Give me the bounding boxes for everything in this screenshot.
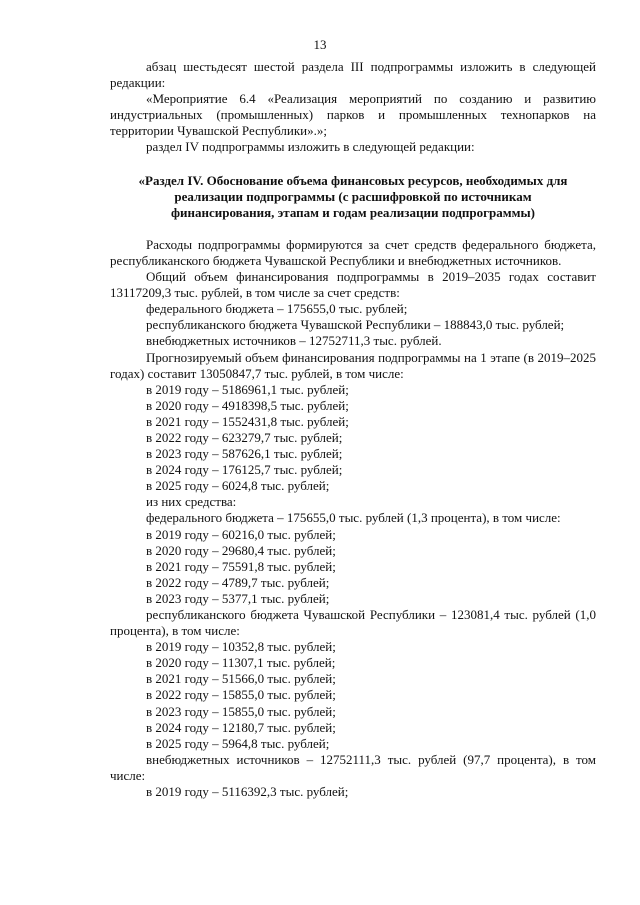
intro-paragraph-2: «Мероприятие 6.4 «Реализация мероприятий по созданию и развитию индустриальных (промышленных) парков и промышленных технопарков на территории Чувашской Республики».»; xyxy=(110,91,596,139)
expenses-paragraph: Расходы подпрограммы формируются за счет средств федерального бюджета, республиканского бюджета Чувашской Республики и внебюджетных источников. xyxy=(110,236,596,268)
republican-year-line: в 2020 году – 11307,1 тыс. рублей; xyxy=(146,655,336,671)
stage1-paragraph: Прогнозируемый объем финансирования подпрограммы на 1 этапе (в 2019–2025 годах) составит 13050847,7 тыс. рублей, в том числе: xyxy=(110,349,596,381)
extra-budget-line: внебюджетных источников – 12752111,3 тыс. рублей (97,7 процента), в том числе: xyxy=(110,751,596,783)
document-body xyxy=(110,59,596,800)
total-republican-line: республиканского бюджета Чувашской Республики – 188843,0 тыс. рублей; xyxy=(146,317,565,333)
intro-paragraph-3: раздел IV подпрограммы изложить в следующей редакции: xyxy=(146,139,475,155)
stage1-year-line: в 2020 году – 4918398,5 тыс. рублей; xyxy=(146,397,349,413)
section-heading: «Раздел IV. Обоснование объема финансовых ресурсов, необходимых для реализации подпрограммы (с расшифровкой по источникам финансирования, этапам и годам реализации подпрограммы) xyxy=(138,172,568,220)
republican-year-line: в 2022 году – 15855,0 тыс. рублей; xyxy=(146,687,336,703)
total-extra-line: внебюджетных источников – 12752711,3 тыс. рублей. xyxy=(146,333,442,349)
federal-year-line: в 2020 году – 29680,4 тыс. рублей; xyxy=(146,542,336,558)
republican-year-line: в 2024 году – 12180,7 тыс. рублей; xyxy=(146,719,336,735)
stage1-year-line: в 2021 году – 1552431,8 тыс. рублей; xyxy=(146,413,349,429)
stage1-year-line: в 2024 году – 176125,7 тыс. рублей; xyxy=(146,462,343,478)
republican-year-line: в 2021 году – 51566,0 тыс. рублей; xyxy=(146,671,336,687)
stage1-year-line: в 2025 году – 6024,8 тыс. рублей; xyxy=(146,478,330,494)
republican-year-line: в 2025 году – 5964,8 тыс. рублей; xyxy=(146,735,330,751)
republican-year-line: в 2019 году – 10352,8 тыс. рублей; xyxy=(146,639,336,655)
stage1-year-line: в 2019 году – 5186961,1 тыс. рублей; xyxy=(146,381,349,397)
republican-budget-line: республиканского бюджета Чувашской Республики – 123081,4 тыс. рублей (1,0 процента), в том числе: xyxy=(110,607,596,639)
page-number: 13 xyxy=(313,37,327,52)
intro-paragraph-1: абзац шестьдесят шестой раздела III подпрограммы изложить в следующей редакции: xyxy=(110,59,596,91)
stage1-year-line: в 2023 году – 587626,1 тыс. рублей; xyxy=(146,446,343,462)
republican-year-line: в 2023 году – 15855,0 тыс. рублей; xyxy=(146,703,336,719)
stage1-year-line: в 2022 году – 623279,7 тыс. рублей; xyxy=(146,429,343,445)
federal-year-line: в 2019 году – 60216,0 тыс. рублей; xyxy=(146,526,336,542)
federal-budget-line: федерального бюджета – 175655,0 тыс. рублей (1,3 процента), в том числе: xyxy=(146,510,561,526)
total-financing-paragraph: Общий объем финансирования подпрограммы в 2019–2035 годах составит 13117209,3 тыс. рублей, в том числе за счет средств: xyxy=(110,269,596,301)
federal-year-line: в 2021 году – 75591,8 тыс. рублей; xyxy=(146,558,336,574)
of-them-label: из них средства: xyxy=(146,494,237,510)
total-federal-line: федерального бюджета – 175655,0 тыс. рублей; xyxy=(146,301,408,317)
extra-year-line: в 2019 году – 5116392,3 тыс. рублей; xyxy=(146,784,349,800)
federal-year-line: в 2022 году – 4789,7 тыс. рублей; xyxy=(146,574,330,590)
federal-year-line: в 2023 году – 5377,1 тыс. рублей; xyxy=(146,590,330,606)
